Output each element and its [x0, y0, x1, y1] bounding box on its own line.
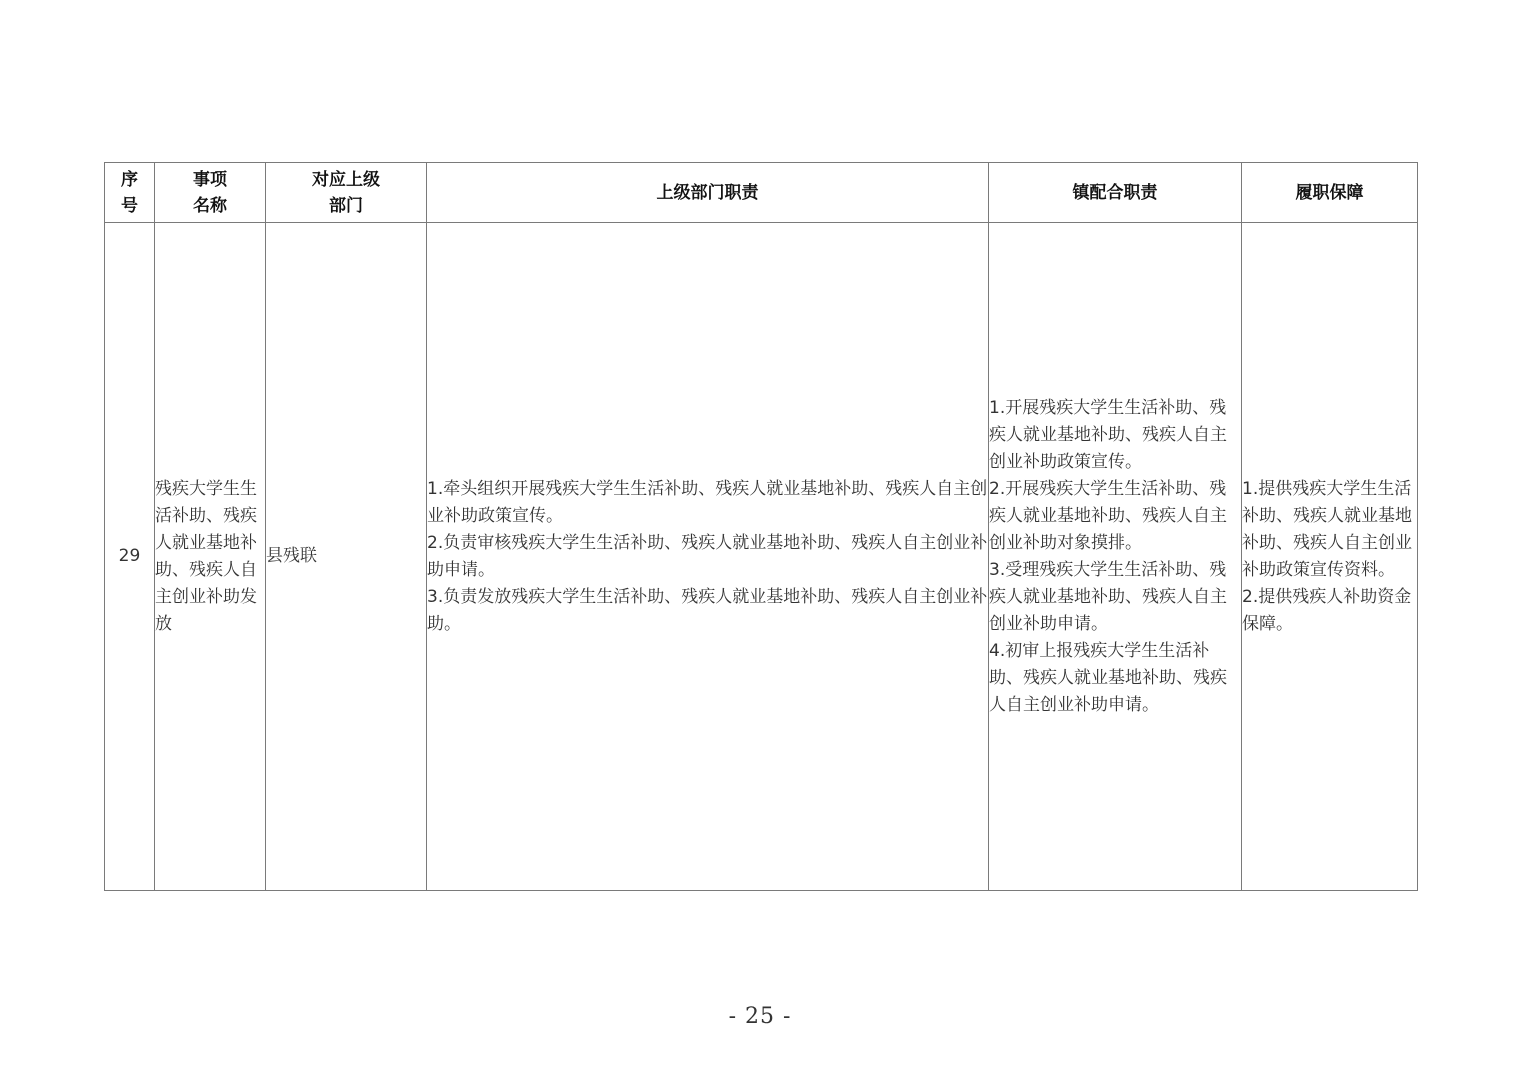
town-duty-3: 3.受理残疾大学生生活补助、残疾人就业基地补助、残疾人自主创业补助申请。	[989, 559, 1227, 634]
guarantee-1: 1.提供残疾大学生生活补助、残疾人就业基地补助、残疾人自主创业补助政策宣传资料。	[1242, 478, 1412, 580]
upper-duty-1: 1.牵头组织开展残疾大学生生活补助、残疾人就业基地补助、残疾人自主创业补助政策宣传。	[427, 478, 988, 526]
header-upper-duties: 上级部门职责	[427, 163, 989, 223]
header-town-duties: 镇配合职责	[989, 163, 1242, 223]
guarantee-2: 2.提供残疾人补助资金保障。	[1242, 586, 1412, 634]
cell-town-duties	[989, 223, 1242, 891]
header-name-line-2: 名称	[193, 195, 227, 216]
header-item-name	[155, 163, 266, 223]
upper-duty-2: 2.负责审核残疾大学生生活补助、残疾人就业基地补助、残疾人自主创业补助申请。	[427, 532, 988, 580]
cell-department: 县残联	[266, 223, 427, 891]
town-duty-2: 2.开展残疾大学生生活补助、残疾人就业基地补助、残疾人自主创业补助对象摸排。	[989, 478, 1227, 553]
cell-guarantee	[1242, 223, 1418, 891]
table-body	[105, 223, 1418, 891]
header-no-line-2: 号	[121, 195, 138, 216]
header-row	[105, 163, 1418, 223]
cell-item-name	[155, 223, 266, 891]
cell-number: 29	[105, 223, 155, 891]
header-dept-line-1: 对应上级	[312, 169, 380, 190]
upper-duty-3: 3.负责发放残疾大学生生活补助、残疾人就业基地补助、残疾人自主创业补助。	[427, 586, 988, 634]
table-row	[105, 223, 1418, 891]
header-no	[105, 163, 155, 223]
item-name-text: 残疾大学生生活补助、残疾人就业基地补助、残疾人自主创业补助发放	[155, 478, 257, 634]
header-guarantee: 履职保障	[1242, 163, 1418, 223]
header-dept-line-2: 部门	[329, 195, 363, 216]
duty-table	[104, 162, 1418, 891]
header-name-line-1: 事项	[193, 169, 227, 190]
header-department	[266, 163, 427, 223]
table-header	[105, 163, 1418, 223]
header-no-line-1: 序	[121, 169, 138, 190]
town-duty-4: 4.初审上报残疾大学生生活补助、残疾人就业基地补助、残疾人自主创业补助申请。	[989, 640, 1227, 715]
cell-upper-duties	[427, 223, 989, 891]
page-number: - 25 -	[728, 1004, 792, 1029]
town-duty-1: 1.开展残疾大学生生活补助、残疾人就业基地补助、残疾人自主创业补助政策宣传。	[989, 397, 1227, 472]
